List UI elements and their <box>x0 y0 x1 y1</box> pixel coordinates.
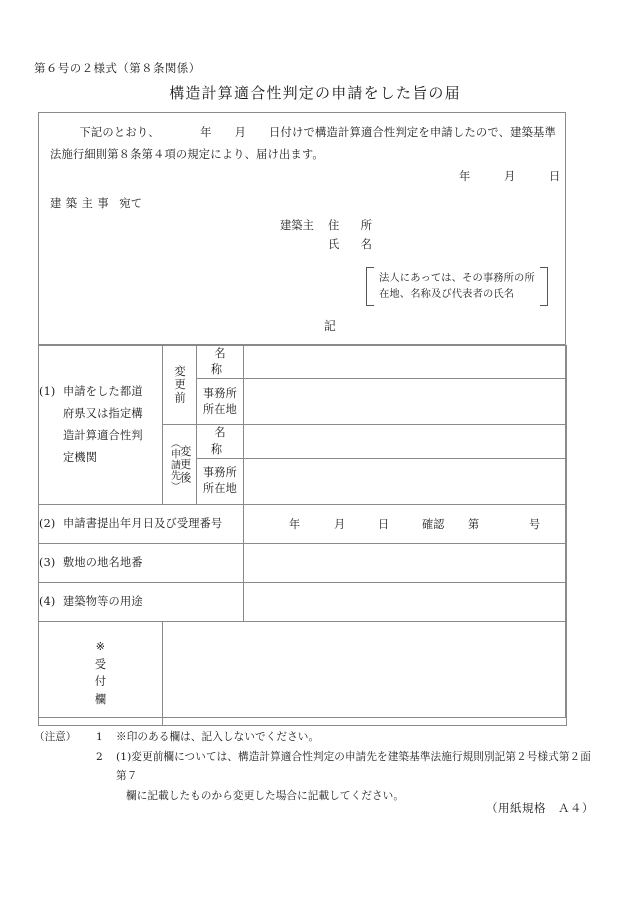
after-address-label-cell <box>197 458 244 504</box>
table-row-1a <box>39 346 567 379</box>
before-name-value-cell[interactable] <box>244 346 567 379</box>
footnote-1-index: 1 <box>96 731 103 743</box>
row4-label-cell <box>39 582 244 621</box>
addressee-line <box>50 195 142 211</box>
row3-number: (3) <box>39 556 56 570</box>
table-row-3 <box>39 543 567 582</box>
receipt-char-2: 受 <box>94 657 107 671</box>
form-code: 第６号の２様式（第８条関係） <box>34 61 201 75</box>
footnote-item-1 <box>34 728 594 748</box>
receipt-label-cell <box>39 621 163 725</box>
after-change-label-cell <box>163 425 197 504</box>
document-title: 構造計算適合性判定の申請をした旨の届 <box>169 84 461 102</box>
footnotes-heading: （注意） <box>34 731 77 743</box>
row1-label-line4: 定機関 <box>63 450 98 464</box>
row3-label: 敷地の地名地番 <box>63 556 143 570</box>
row2-confirm-label: 確認 <box>422 517 445 531</box>
corporation-note-text <box>374 267 540 306</box>
after-change-label-inner <box>163 438 196 492</box>
table-row-4 <box>39 582 567 621</box>
before-address-label-cell <box>197 379 244 425</box>
after-name-label: 名 称 <box>210 426 251 456</box>
receipt-char-4: 欄 <box>94 693 107 707</box>
after-name-label-cell <box>197 425 251 458</box>
row4-number: (4) <box>39 595 56 609</box>
corporation-note-line2: 在地、名称及び代表者の氏名 <box>379 288 515 301</box>
row1-label-line1: 申請をした都道 <box>63 385 143 399</box>
row2-month-label: 月 <box>334 517 346 531</box>
row3-label-cell <box>39 543 244 582</box>
row1-number: (1) <box>39 385 56 399</box>
after-name-value-cell[interactable] <box>244 425 567 458</box>
footnote-1-text: ※印のある欄は、記入しないでください。 <box>116 731 320 743</box>
row2-number-suffix: 号 <box>529 517 541 531</box>
row4-value-cell[interactable] <box>244 582 567 621</box>
row2-label: 申請書提出年月日及び受理番号 <box>63 517 223 531</box>
footnote-2-index: 2 <box>96 750 103 763</box>
after-change-sub-label: （申請先） <box>168 437 180 492</box>
addressee-name: 建築主事 <box>50 197 114 210</box>
addressee-suffix: 宛て <box>119 197 143 210</box>
before-address-value-cell[interactable] <box>244 379 567 425</box>
row2-number: (2) <box>39 517 56 531</box>
receipt-label-stack <box>95 638 106 709</box>
before-address-label-line2: 所在地 <box>202 402 238 416</box>
corporation-note-line1: 法人にあっては、その事務所の所 <box>379 272 535 284</box>
receipt-value-cell[interactable] <box>163 621 567 725</box>
after-address-label-line2: 所在地 <box>202 482 238 496</box>
preamble-section <box>38 112 566 345</box>
form-table <box>38 345 567 726</box>
row1-label-cell <box>39 346 163 505</box>
before-change-label: 変更前 <box>173 365 187 406</box>
row2-number-prefix: 第 <box>468 517 480 531</box>
table-row-receipt <box>39 621 567 725</box>
row2-value-cell[interactable] <box>244 504 567 543</box>
row2-date-fields <box>244 505 566 543</box>
owner-address-row <box>280 217 377 236</box>
row2-day-label: 日 <box>378 517 390 531</box>
before-name-label-cell <box>197 346 251 379</box>
paper-spec-label: （用紙規格 <box>486 801 546 815</box>
footnote-2-text: (1)変更前欄については、構造計算適合性判定の申請先を建築基準法施行規則別記第２号様式第２面第７ <box>116 750 591 783</box>
paper-spec-size: Ａ４） <box>558 801 594 815</box>
receipt-char-3: 付 <box>94 675 107 689</box>
row1-label-line2: 府県又は指定構 <box>63 407 143 421</box>
footnotes-section <box>34 728 594 806</box>
footnote-2-continuation: 欄に記載したものから変更した場合に記載してください。 <box>126 789 405 802</box>
row3-value-cell[interactable] <box>244 543 567 582</box>
owner-address-label: 住 所 <box>328 219 377 232</box>
before-name-label: 名 称 <box>210 347 251 377</box>
owner-name-row <box>280 236 377 255</box>
before-address-label-line1: 事務所 <box>202 386 238 400</box>
before-change-label-inner <box>163 365 196 405</box>
owner-label: 建築主 <box>280 219 314 232</box>
date-month-label: 月 <box>504 170 516 183</box>
preamble-statement: 下記のとおり、 年 月 日付けで構造計算適合性判定を申請したので、建築基準法施行細則第８条第４項の規定により、届け出ます。 <box>50 126 556 162</box>
after-address-value-cell[interactable] <box>244 458 567 504</box>
after-address-label-line1: 事務所 <box>202 466 238 480</box>
row1-label-text <box>39 381 162 468</box>
owner-name-label: 氏 名 <box>328 237 377 251</box>
owner-block <box>280 217 377 254</box>
after-change-label: 変更後 <box>178 444 192 485</box>
ki-marker: 記 <box>324 319 336 333</box>
before-change-label-cell <box>163 346 197 425</box>
row2-year-label: 年 <box>289 517 301 531</box>
receipt-mark-icon: ※ <box>95 640 106 654</box>
bracket-left-icon <box>366 267 374 306</box>
bracket-right-icon <box>540 267 548 306</box>
paper-spec <box>0 800 594 816</box>
footnote-item-2 <box>34 748 594 787</box>
row2-label-cell <box>39 504 244 543</box>
row4-label: 建築物等の用途 <box>63 595 143 609</box>
date-day-label: 日 <box>549 170 561 183</box>
row1-label-line3: 造計算適合性判 <box>63 428 143 442</box>
date-year-label: 年 <box>459 170 471 183</box>
table-row-2 <box>39 504 567 543</box>
corporation-note-bracket <box>366 267 548 306</box>
